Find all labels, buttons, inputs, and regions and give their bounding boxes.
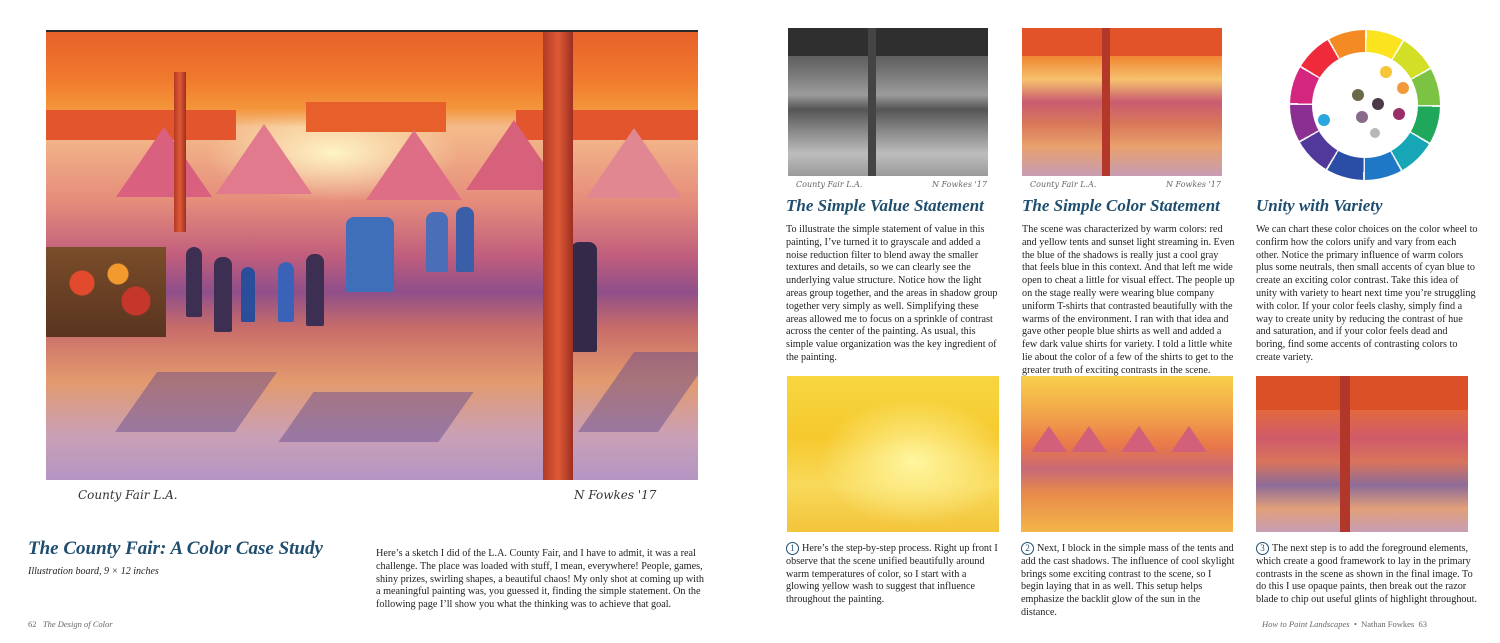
tent [586, 128, 682, 198]
canopy [1022, 28, 1222, 56]
wheel-dot-mauve [1356, 111, 1368, 123]
canopy-flap [306, 102, 446, 132]
cast-shadow [115, 372, 277, 432]
cast-shadow [278, 392, 473, 442]
tent [1031, 426, 1067, 452]
wheel-dot-gray [1370, 128, 1380, 138]
folio-bullet: • [1353, 619, 1357, 629]
figure [306, 254, 324, 326]
step-text: The next step is to add the foreground elements, which create a good framework to lay in the primary contrasts in the scene as shown in the final image. To do this I use opaque paints, then break out the razor blade to chip out useful glints of highlight throughout. [1256, 543, 1477, 606]
step-2-caption [1021, 542, 1235, 620]
artist-signature: N Fowkes '17 [574, 488, 657, 502]
figure [186, 247, 202, 317]
pole [868, 28, 876, 176]
tent [1171, 426, 1207, 452]
figure [214, 257, 232, 332]
step-2-image [1021, 376, 1233, 532]
page-number: 62 [28, 619, 37, 629]
intro-paragraph: Here’s a sketch I did of the L.A. County Fair, and I have to admit, it was a real challenge. The place was loaded with stuff, I mean, everywhere! People, games, shiny prizes, swirling shapes, a beautiful chaos! My only shot at coming up with a meaningful painting was, you guessed it, finding the simple statement. On the following page I’ll show you what the thinking was to achieve that goal. [376, 548, 704, 611]
tent [1121, 426, 1157, 452]
wheel-dot-cyan [1318, 114, 1330, 126]
pole [1102, 28, 1110, 176]
unity-variety-text: We can chart these color choices on the color wheel to confirm how the colors unify and vary from each other. Notice the primary influence of warm colors plus some neutrals, then small accents of cyan blue to create an exciting color contrast. Take this idea of unity with variety to heart next time you’re struggling with color. If your color feels clashy, simply find a way to create unity by reducing the contrast of hue and saturation, and if your color feels dead and boring, find some accents of contrasting colors to create variety. [1256, 224, 1478, 363]
tent [116, 127, 212, 197]
running-head: The Design of Color [42, 619, 113, 629]
figure [426, 212, 448, 272]
thumb-signature: N Fowkes '17 [1166, 180, 1221, 189]
color-thumbnail [1022, 28, 1222, 176]
county-fair-painting [46, 30, 698, 480]
unity-variety-title: Unity with Variety [1256, 196, 1383, 215]
step-1-image [787, 376, 999, 532]
pole [1340, 376, 1350, 532]
page-number: 63 [1418, 619, 1427, 629]
canopy [1256, 376, 1468, 410]
tent [216, 124, 312, 194]
wheel-dot-yellow [1380, 66, 1392, 78]
wheel-dot-magenta [1393, 108, 1405, 120]
page-title: The County Fair: A Color Case Study [28, 538, 323, 559]
folio-left [28, 619, 113, 629]
value-statement-title: The Simple Value Statement [786, 196, 984, 215]
author-name: Nathan Fowkes [1361, 619, 1415, 629]
step-text: Here’s the step-by-step process. Right up front I observe that the scene unified beautifully around warm temperatures of color, so I start with a glowing yellow wash to suggest that influence throughout the painting. [786, 543, 998, 606]
step-number: 1 [786, 542, 799, 555]
cast-shadow [578, 352, 698, 432]
step-3-image [1256, 376, 1468, 532]
figure [456, 207, 474, 272]
wheel-dot-olive [1352, 89, 1364, 101]
step-1-caption [786, 542, 1000, 607]
step-3-caption [1256, 542, 1478, 607]
step-number: 2 [1021, 542, 1034, 555]
step-number: 3 [1256, 542, 1269, 555]
figure [278, 262, 294, 322]
wheel-dot-dark [1372, 98, 1384, 110]
value-statement-text: To illustrate the simple statement of value in this painting, I’ve turned it to grayscale and added a noise reduction filter to blend away the smaller textures and details, so we can clearly see the underlying value structure. Notice how the light areas group together, and the areas in shadow group together very simply as well. Simplifying these areas allowed me to focus on a sprinkle of contrast across the center of the painting. As usual, this simple value organization was the key ingredient of the painting. [786, 224, 998, 363]
booth [346, 217, 394, 292]
thumb-caption: County Fair L.A. [1030, 180, 1097, 189]
grayscale-value-thumbnail [788, 28, 988, 176]
thumb-signature: N Fowkes '17 [932, 180, 987, 189]
tent [366, 130, 462, 200]
thumb-caption: County Fair L.A. [796, 180, 863, 189]
pole [174, 72, 186, 232]
wheel-dot-orange [1397, 82, 1409, 94]
canopy [788, 28, 988, 56]
color-statement-title: The Simple Color Statement [1022, 196, 1220, 215]
folio-right [1262, 619, 1427, 629]
color-statement-text: The scene was characterized by warm colors: red and yellow tents and sunset light streaming in. Even the blue of the shadows is really just a cool gray that feels blue in this context. And that left me wide open to cheat a little for visual effect. The people up on the stage really were wearing blue company uniform T-shirts that contrasted beautifully with the warms of the environment. I ran with that idea and gave other people blue shirts as well and added a few dark value shirts for variety. I told a little white lie about the color of a few of the shirts to get to the greater truth of exciting contrasts in the scene. [1022, 224, 1235, 376]
flower-cart [46, 247, 166, 337]
painting-title-handwritten: County Fair L.A. [78, 488, 178, 502]
tent [1071, 426, 1107, 452]
color-wheel [1290, 30, 1440, 180]
medium-caption: Illustration board, 9 × 12 inches [28, 566, 159, 577]
striped-pole [543, 32, 573, 480]
figure [571, 242, 597, 352]
book-title: How to Paint Landscapes [1262, 619, 1350, 629]
step-text: Next, I block in the simple mass of the tents and add the cast shadows. The influence of cool skylight brings some exciting contrast to the scene, so I begin laying that in as well. This setup helps emphasize the backlit glow of the sun in the distance. [1021, 543, 1235, 618]
figure [241, 267, 255, 322]
